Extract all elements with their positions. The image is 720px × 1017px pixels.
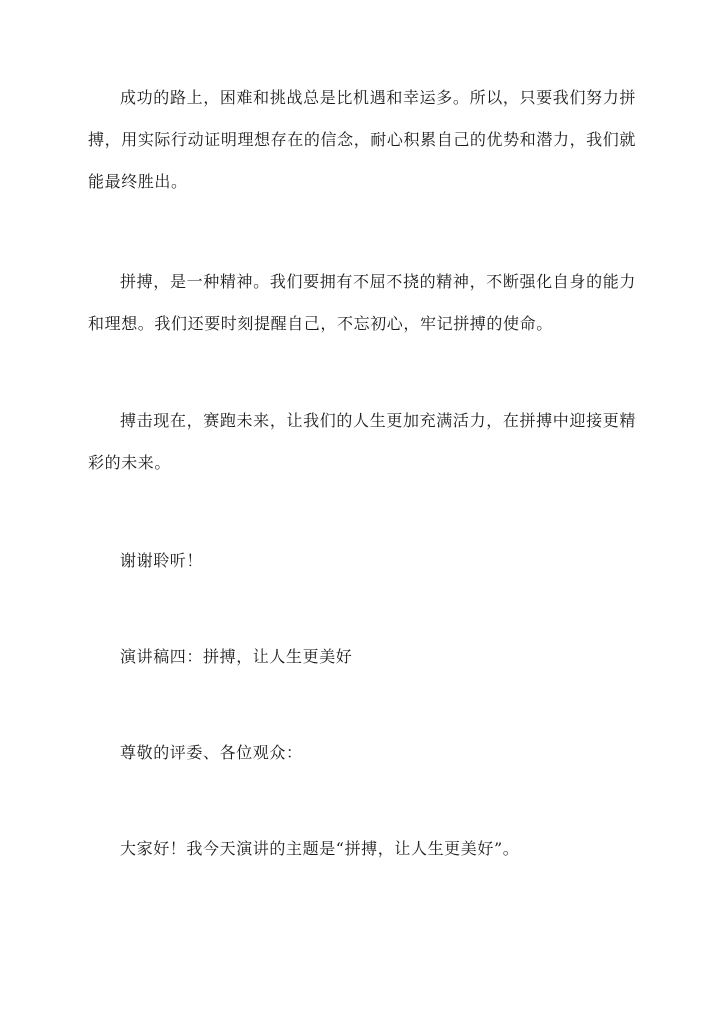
paragraph-thanks: 谢谢聆听！ <box>120 551 204 570</box>
paragraph-greeting: 大家好！我今天演讲的主题是“拼搏，让人生更美好”。 <box>120 839 520 858</box>
paragraph-spirit: 拼搏，是一种精神。我们要拥有不屈不挠的精神，不断强化自身的能力和理想。我们还要时刻提醒自己，不忘初心，牢记拼搏的使命。 <box>88 272 636 333</box>
speech-heading: 演讲稿四：拼搏，让人生更美好 <box>120 647 353 666</box>
paragraph-success-path: 成功的路上，困难和挑战总是比机遇和幸运多。所以，只要我们努力拼搏，用实际行动证明理想存在的信念，耐心积累自己的优势和潜力，我们就能最终胜出。 <box>88 88 636 191</box>
paragraph-future: 搏击现在，赛跑未来，让我们的人生更加充满活力，在拼搏中迎接更精彩的未来。 <box>88 411 636 472</box>
salutation: 尊敬的评委、各位观众： <box>120 743 303 762</box>
